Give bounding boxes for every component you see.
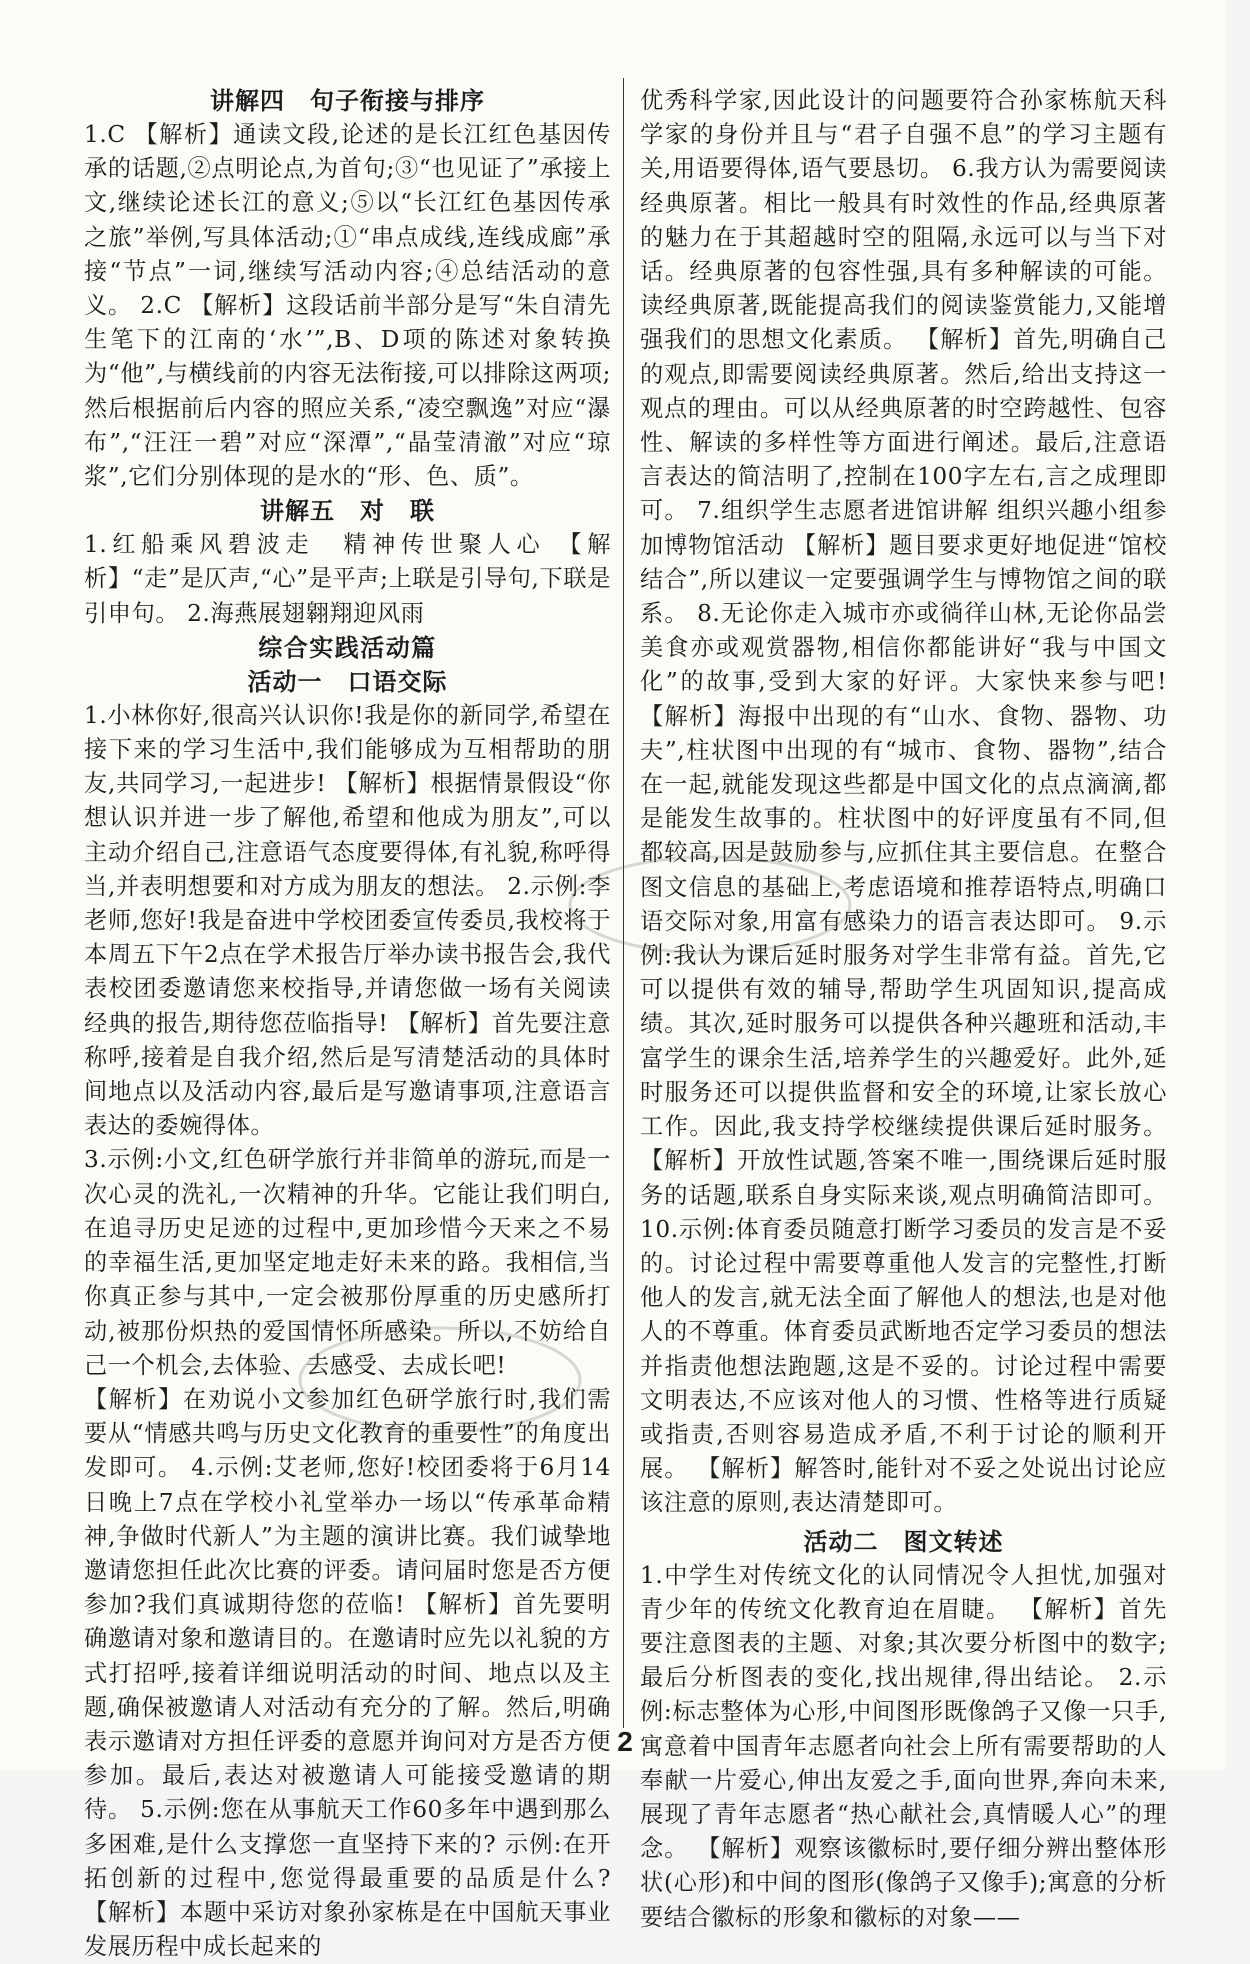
answer-paragraph: 优秀科学家,因此设计的问题要符合孙家栋航天科学家的身份并且与“君子自强不息”的学习主题有关,用语要得体,语气要恳切。 6.我方认为需要阅读经典原著。相比一般具有时效性的作品,经典原著的魅力在于其超越时空的阻隔,永远可以与当下对话。经典原著的包容性强,具有多种解读的可能。读经典原著,既能提高我们的阅读鉴赏能力,又能增强我们的思想文化素质。 【解析】首先,明确自己的观点,即需要阅读经典原著。然后,给出支持这一观点的理由。可以从经典原著的时空跨越性、包容性、解读的多样性等方面进行阐述。最后,注意语言表达的简洁明了,控制在100字左右,言之成理即可。 7.组织学生志愿者进馆讲解 组织兴趣小组参加博物馆活动 【解析】题目要求更好地促进“馆校结合”,所以建议一定要强调学生与博物馆之间的联系。 8.无论你走入城市亦或徜徉山林,无论你品尝美食亦或观赏器物,相信你都能讲好“我与中国文化”的故事,受到大家的好评。大家快来参与吧! 【解析】海报中出现的有“山水、食物、器物、功夫”,柱状图中出现的有“城市、食物、器物”,结合在一起,就能发现这些都是中国文化的点点滴滴,都是能发生故事的。柱状图中的好评度虽有不同,但都较高,因是鼓励参与,应抓住其主要信息。在整合图文信息的基础上,考虑语境和推荐语特点,明确口语交际对象,用富有感染力的语言表达即可。 9.示例:我认为课后延时服务对学生非常有益。首先,它可以提供有效的辅导,帮助学生巩固知识,提高成绩。其次,延时服务可以提供各种兴趣班和活动,丰富学生的课余生活,培养学生的兴趣爱好。此外,延时服务还可以提供监督和安全的环境,让家长放心工作。因此,我支持学校继续提供课后延时服务。 【解析】开放性试题,答案不唯一,围绕课后延时服务的话题,联系自身实际来谈,观点明确简洁即可。 10.示例:体育委员随意打断学习委员的发言是不妥的。讨论过程中需要尊重他人发言的完整性,打断他人的发言,就无法全面了解他人的想法,也是对他人的不尊重。体育委员武断地否定学习委员的想法并指责他想法跑题,这是不妥的。讨论过程中需要文明表达,不应该对他人的习惯、性格等进行质疑或指责,否则容易造成矛盾,不利于讨论的顺利开展。 【解析】解答时,能针对不妥之处说出讨论应该注意的原则,表达清楚即可。 <box>640 87 1167 1517</box>
answer-paragraph: 1.中学生对传统文化的认同情况令人担忧,加强对青少年的传统文化教育迫在眉睫。 【解析】首先要注意图表的主题、对象;其次要分析图中的数字;最后分析图表的变化,找出规律,得出结论。 2.示例:标志整体为心形,中间图形既像鸽子又像一只手,寓意着中国青年志愿者向社会上所有需要帮助的人奉献一片爱心,伸出友爱之手,面向世界,奔向未来,展现了青年志愿者“热心献社会,真情暖人心”的理念。 【解析】观察该徽标时,要仔细分辨出整体形状(心形)和中间的图形(像鸽子又像手);寓意的分析要结合徽标的形象和徽标的对象—— <box>640 1561 1167 1931</box>
section-heading-activity-1: 活动一 口语交际 <box>247 666 448 696</box>
right-column <box>640 84 1167 1935</box>
left-column <box>84 84 611 1964</box>
page-number: 2 <box>617 1726 633 1757</box>
section-heading-activity-2: 活动二 图文转述 <box>803 1526 1004 1556</box>
chapter-heading-practice: 综合实践活动篇 <box>258 632 437 662</box>
answer-paragraph: 【解析】在劝说小文参加红色研学旅行时,我们需要从“情感共鸣与历史文化教育的重要性”的角度出发即可。 4.示例:艾老师,您好!校团委将于6月14日晚上7点在学校小礼堂举办一场以“传承革命精神,争做时代新人”为主题的演讲比赛。我们诚挚地邀请您担任此次比赛的评委。请问届时您是否方便参加?我们真诚期待您的莅临! 【解析】首先要明确邀请对象和邀请目的。在邀请时应先以礼貌的方式打招呼,接着详细说明活动的时间、地点以及主题,确保被邀请人对活动有充分的了解。然后,明确表示邀请对方担任评委的意愿并询问对方是否方便参加。最后,表达对被邀请人可能接受邀请的期待。 5.示例:您在从事航天工作60多年中遇到那么多困难,是什么支撑您一直坚持下来的? 示例:在开拓创新的过程中,您觉得最重要的品质是什么? 【解析】本题中采访对象孙家栋是在中国航天事业发展历程中成长起来的 <box>84 1385 611 1961</box>
answer-paragraph: 1.红船乘风碧波走 精神传世聚人心 【解析】“走”是仄声,“心”是平声;上联是引导句,下联是引申句。 2.海燕展翅翱翔迎风雨 <box>84 531 611 627</box>
section-heading-lecture-4: 讲解四 句子衔接与排序 <box>210 86 485 115</box>
column-divider <box>623 78 624 1728</box>
section-heading-lecture-5: 讲解五 对 联 <box>260 496 435 526</box>
answer-paragraph: 1.C 【解析】通读文段,论述的是长江红色基因传承的话题,②点明论点,为首句;③“也见证了”承接上文,继续论述长江的意义;⑤以“长江红色基因传承之旅”举例,写具体活动;①“串点成线,连线成廊”承接“节点”一词,继续写活动内容;④总结活动的意义。 2.C 【解析】这段话前半部分是写“朱自清先生笔下的江南的‘水’”,B、D项的陈述对象转换为“他”,与横线前的内容无法衔接,可以排除这两项;然后根据前后内容的照应关系,“凌空飘逸”对应“瀑布”,“汪汪一碧”对应“深潭”,“晶莹清澈”对应“琼浆”,它们分别体现的是水的“形、色、质”。 <box>84 121 611 491</box>
answer-paragraph: 3.示例:小文,红色研学旅行并非简单的游玩,而是一次心灵的洗礼,一次精神的升华。它能让我们明白,在追寻历史足迹的过程中,更加珍惜今天来之不易的幸福生活,更加坚定地走好未来的路。我相信,当你真正参与其中,一定会被那份厚重的历史感所打动,被那份炽热的爱国情怀所感染。所以,不妨给自己一个机会,去体验、去感受、去成长吧! <box>84 1146 611 1379</box>
answer-paragraph: 1.小林你好,很高兴认识你!我是你的新同学,希望在接下来的学习生活中,我们能够成为互相帮助的朋友,共同学习,一起进步! 【解析】根据情景假设“你想认识并进一步了解他,希望和他成为朋友”,可以主动介绍自己,注意语气态度要得体,有礼貌,称呼得当,并表明想要和对方成为朋友的想法。 2.示例:李老师,您好!我是奋进中学校团委宣传委员,我校将于本周五下午2点在学术报告厅举办读书报告会,我代表校团委邀请您来校指导,并请您做一场有关阅读经典的报告,期待您莅临指导! 【解析】首先要注意称呼,接着是自我介绍,然后是写清楚活动的具体时间地点以及活动内容,最后是写邀请事项,注意语言表达的委婉得体。 <box>84 701 611 1140</box>
